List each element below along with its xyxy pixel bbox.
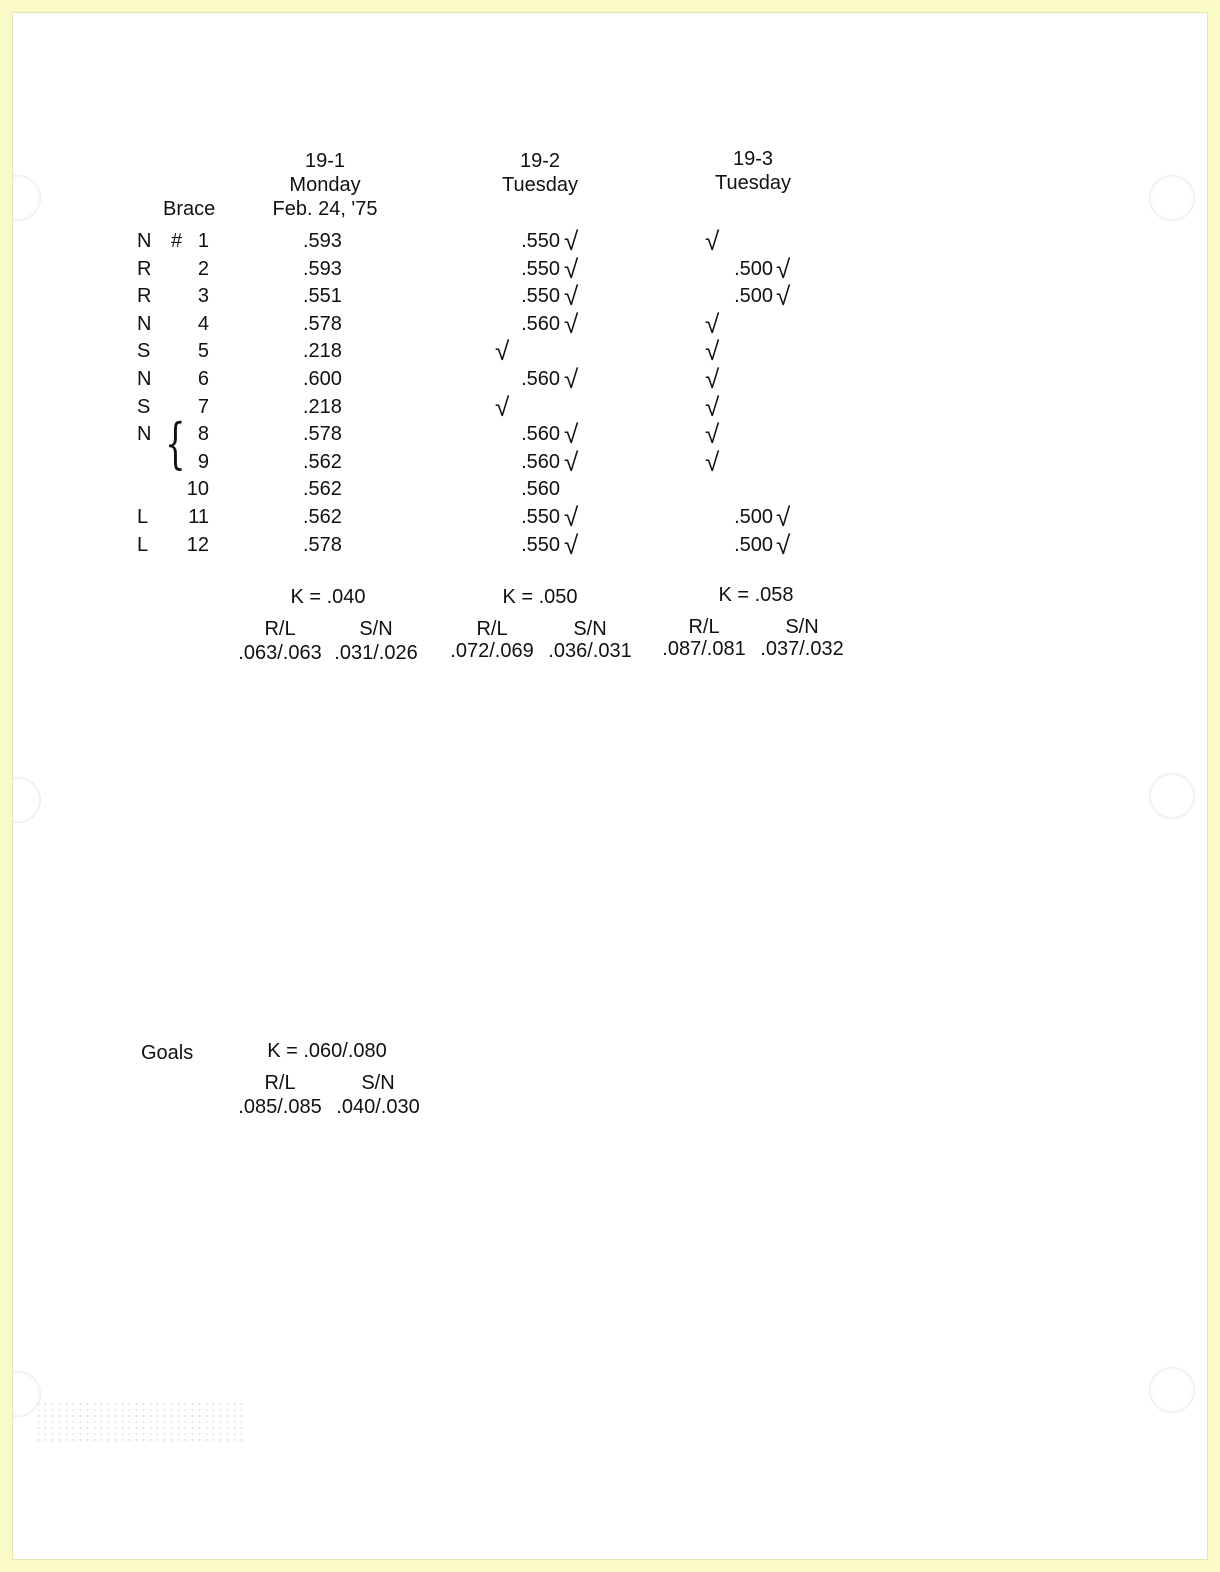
value-19-1: .600: [303, 368, 342, 390]
punch-hole-left-top: [12, 175, 41, 221]
check-icon: √: [705, 391, 720, 422]
row-number: 11: [188, 506, 209, 528]
row-number: 6: [197, 368, 209, 390]
value-19-1: .551: [303, 285, 342, 308]
check-icon: √: [564, 419, 579, 450]
row-number: 2: [197, 257, 209, 280]
value-19-1: .218: [303, 340, 342, 363]
value-19-2: .550: [521, 533, 560, 556]
punch-hole-right-bottom: [1149, 1367, 1195, 1413]
value-19-3: .500: [734, 506, 773, 528]
sn-label: S/N: [359, 618, 393, 640]
row-number: 9: [197, 450, 209, 473]
value-19-1: .562: [303, 478, 342, 501]
column-day: Monday: [289, 174, 361, 196]
curly-brace-icon: {: [165, 412, 186, 475]
row-group: N: [137, 423, 152, 446]
check-icon: √: [705, 419, 720, 450]
row-number: 5: [197, 340, 209, 363]
punch-hole-right-middle: [1149, 773, 1195, 819]
check-icon: √: [705, 446, 720, 477]
sn-label: S/N: [785, 616, 819, 638]
goals-rl-value: .085/.085: [238, 1096, 322, 1118]
goals-k-value: K = .060/.080: [267, 1040, 387, 1062]
value-19-1: .593: [303, 230, 342, 252]
check-icon: √: [564, 364, 579, 394]
sn-value: .037/.032: [760, 638, 844, 660]
value-19-2: .560: [521, 423, 560, 446]
sn-value: .031/.026: [334, 642, 418, 664]
scan-speckles: [35, 1401, 245, 1441]
goals-sn-value: .040/.030: [336, 1096, 420, 1118]
row-group: R: [137, 285, 152, 308]
check-icon: √: [705, 336, 720, 367]
check-icon: √: [705, 308, 720, 339]
value-19-2: .550: [521, 285, 560, 308]
brace-header: Brace: [163, 198, 216, 220]
sn-label: S/N: [573, 618, 607, 640]
value-19-1: .578: [303, 312, 342, 335]
check-icon: √: [776, 529, 791, 560]
check-icon: √: [564, 281, 579, 312]
column-id: 19-2: [519, 150, 561, 172]
check-icon: √: [776, 281, 791, 312]
punch-hole-left-middle: [12, 777, 41, 823]
value-19-2: .560: [521, 368, 560, 390]
column-id: 19-3: [732, 148, 774, 170]
row-number: 10: [186, 478, 209, 501]
value-19-1: .578: [303, 423, 342, 446]
check-icon: √: [705, 226, 720, 256]
check-icon: √: [564, 226, 579, 256]
check-icon: √: [705, 364, 720, 394]
hash-mark: #: [171, 230, 183, 252]
value-19-3: .500: [734, 285, 773, 308]
rl-value: .063/.063: [238, 642, 322, 664]
check-icon: √: [564, 253, 579, 284]
row-group: S: [137, 340, 151, 363]
column-day: Tuesday: [502, 174, 578, 196]
check-icon: √: [564, 446, 579, 477]
value-19-1: .562: [303, 506, 342, 528]
document-page: [12, 12, 1208, 1560]
k-value: K = .058: [718, 584, 794, 606]
row-group: L: [137, 506, 149, 528]
column-date: Feb. 24, '75: [272, 198, 378, 220]
row-number: 3: [197, 285, 209, 308]
rl-label: R/L: [688, 616, 720, 638]
value-19-2: .560: [521, 312, 560, 335]
value-19-3: .500: [734, 257, 773, 280]
row-number: 4: [197, 312, 209, 335]
row-number: 8: [197, 423, 209, 446]
value-19-2: .550: [521, 506, 560, 528]
row-number: 1: [197, 230, 209, 252]
column-id: 19-1: [304, 150, 346, 172]
row-group: R: [137, 257, 152, 280]
goals-sn-label: S/N: [361, 1072, 395, 1094]
check-icon: √: [495, 336, 510, 367]
goals-rl-label: R/L: [264, 1072, 296, 1094]
row-group: L: [137, 533, 149, 556]
value-19-1: .562: [303, 450, 342, 473]
row-group: N: [137, 312, 152, 335]
check-icon: √: [776, 502, 791, 532]
value-19-2: .560: [521, 478, 560, 501]
punch-hole-right-top: [1149, 175, 1195, 221]
value-19-3: .500: [734, 533, 773, 556]
value-19-2: .560: [521, 450, 560, 473]
row-number: 12: [186, 533, 209, 556]
value-19-2: .550: [521, 230, 560, 252]
row-group: N: [137, 368, 152, 390]
sn-value: .036/.031: [548, 640, 632, 662]
goals-label: Goals: [141, 1042, 194, 1064]
value-19-1: .578: [303, 533, 342, 556]
value-19-2: .550: [521, 257, 560, 280]
rl-value: .072/.069: [450, 640, 534, 662]
rl-label: R/L: [476, 618, 508, 640]
rl-label: R/L: [264, 618, 296, 640]
k-value: K = .040: [290, 586, 366, 608]
check-icon: √: [564, 502, 579, 532]
value-19-1: .218: [303, 395, 342, 418]
check-icon: √: [776, 253, 791, 284]
value-19-1: .593: [303, 257, 342, 280]
check-icon: √: [564, 308, 579, 339]
check-icon: √: [564, 529, 579, 560]
column-day: Tuesday: [715, 172, 791, 194]
row-group: S: [137, 395, 151, 418]
check-icon: √: [495, 391, 510, 422]
rl-value: .087/.081: [662, 638, 746, 660]
row-number: 7: [197, 395, 209, 418]
row-group: N: [137, 230, 152, 252]
k-value: K = .050: [502, 586, 578, 608]
